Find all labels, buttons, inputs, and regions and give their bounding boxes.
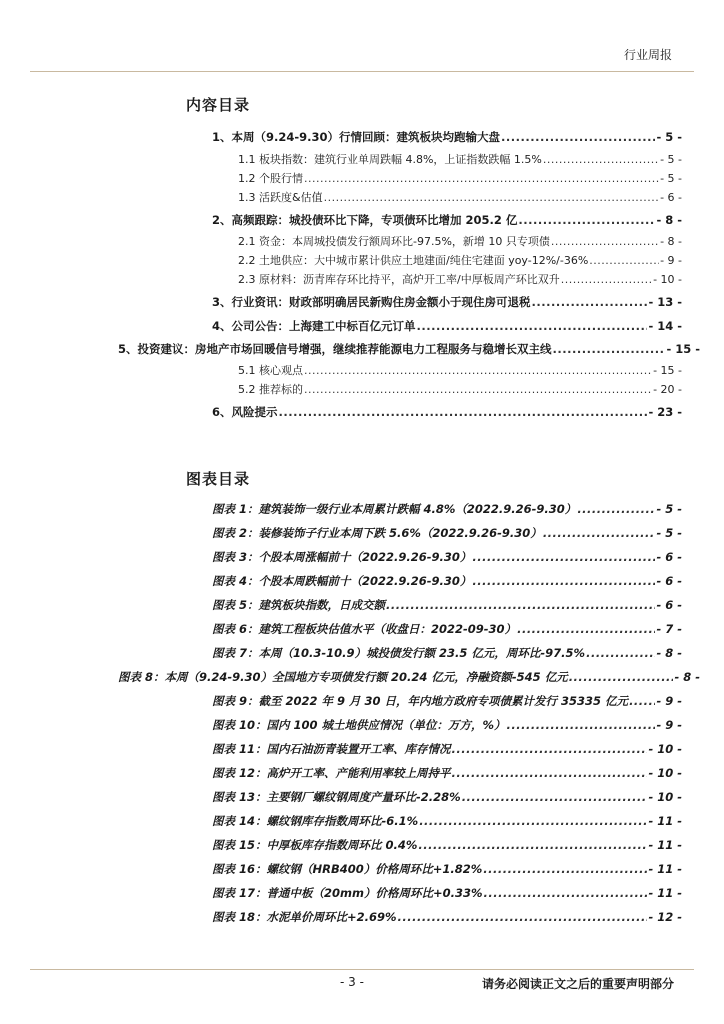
figure-list-item[interactable]: 图表 7：本周（10.3-10.9）城投债发行额 23.5 亿元，周环比-97.5% ..... - 8 - bbox=[212, 645, 682, 661]
toc-item[interactable]: 2.3 原材料：沥青库存环比持平，高炉开工率/中厚板周产环比双升 ..... - 10 - bbox=[238, 272, 682, 288]
toc-item[interactable]: 2.2 土地供应：大中城市累计供应土地建面/纯住宅建面 yoy-12%/-36% ..... - 9 - bbox=[238, 253, 682, 269]
figure-list-item[interactable]: 图表 16：螺纹钢（HRB400）价格周环比+1.82% ..... - 11 - bbox=[212, 861, 682, 877]
figure-list-item[interactable]: 图表 12：高炉开工率、产能利用率较上周持平 ..... - 10 - bbox=[212, 765, 682, 781]
figure-list-item[interactable]: 图表 6：建筑工程板块估值水平（收盘日：2022-09-30） ..... - 7 - bbox=[212, 621, 682, 637]
figure-list-item[interactable]: 图表 8：本周（9.24-9.30）全国地方专项债发行额 20.24 亿元，净融资额-545 亿元 ..... - 8 - bbox=[118, 669, 700, 685]
figure-list-item[interactable]: 图表 14：螺纹钢库存指数周环比-6.1% ..... - 11 - bbox=[212, 813, 682, 829]
figure-list-item[interactable]: 图表 3：个股本周涨幅前十（2022.9.26-9.30） ..... - 6 - bbox=[212, 549, 682, 565]
header-divider bbox=[30, 71, 694, 72]
toc-item[interactable]: 2、高频跟踪：城投债环比下降，专项债环比增加 205.2 亿 ..... - 8 - bbox=[212, 212, 682, 228]
toc-item[interactable]: 1.3 活跃度&估值 ..... - 6 - bbox=[238, 190, 682, 206]
toc-item[interactable]: 1.2 个股行情 ..... - 5 - bbox=[238, 171, 682, 187]
figure-list-item[interactable]: 图表 1：建筑装饰一级行业本周累计跌幅 4.8%（2022.9.26-9.30） ..... - 5 - bbox=[212, 501, 682, 517]
toc-item[interactable]: 1、本周（9.24-9.30）行情回顾：建筑板块均跑输大盘 ..... - 5 - bbox=[212, 129, 682, 145]
toc-item[interactable]: 3、行业资讯：财政部明确居民新购住房金额小于现住房可退税 ..... - 13 - bbox=[212, 294, 682, 310]
figure-list-item[interactable]: 图表 4：个股本周跌幅前十（2022.9.26-9.30） ..... - 6 - bbox=[212, 573, 682, 589]
figure-list-item[interactable]: 图表 11：国内石油沥青装置开工率、库存情况 ..... - 10 - bbox=[212, 741, 682, 757]
figures-title: 图表目录 bbox=[186, 470, 251, 488]
figure-list-item[interactable]: 图表 15：中厚板库存指数周环比 0.4% ..... - 11 - bbox=[212, 837, 682, 853]
toc-item[interactable]: 1.1 板块指数：建筑行业单周跌幅 4.8%，上证指数跌幅 1.5% ..... - 5 - bbox=[238, 152, 682, 168]
figure-list-item[interactable]: 图表 13：主要钢厂螺纹钢周度产量环比-2.28% ..... - 10 - bbox=[212, 789, 682, 805]
page-number: - 3 - bbox=[340, 975, 364, 989]
figure-list-item[interactable]: 图表 10：国内 100 城土地供应情况（单位：万方，%） ..... - 9 - bbox=[212, 717, 682, 733]
figure-list-item[interactable]: 图表 18：水泥单价周环比+2.69% ..... - 12 - bbox=[212, 909, 682, 925]
disclaimer-text: 请务必阅读正文之后的重要声明部分 bbox=[481, 977, 674, 991]
toc-item[interactable]: 4、公司公告：上海建工中标百亿元订单 ..... - 14 - bbox=[212, 318, 682, 334]
toc-item[interactable]: 5、投资建议：房地产市场回暖信号增强，继续推荐能源电力工程服务与稳增长双主线 ..... - 15 - bbox=[118, 341, 700, 357]
report-type-label: 行业周报 bbox=[623, 48, 672, 62]
figure-list-item[interactable]: 图表 9：截至 2022 年 9 月 30 日，年内地方政府专项债累计发行 35335 亿元 ..... - 9 - bbox=[212, 693, 682, 709]
toc-item[interactable]: 5.2 推荐标的 ..... - 20 - bbox=[238, 382, 682, 398]
figure-list-item[interactable]: 图表 5：建筑板块指数，日成交额 ..... - 6 - bbox=[212, 597, 682, 613]
toc-title: 内容目录 bbox=[186, 96, 251, 114]
toc-item[interactable]: 6、风险提示 ..... - 23 - bbox=[212, 404, 682, 420]
toc-item[interactable]: 2.1 资金：本周城投债发行额周环比-97.5%，新增 10 只专项债 ..... - 8 - bbox=[238, 234, 682, 250]
figure-list-item[interactable]: 图表 2：装修装饰子行业本周下跌 5.6%（2022.9.26-9.30） ..... - 5 - bbox=[212, 525, 682, 541]
toc-item[interactable]: 5.1 核心观点 ..... - 15 - bbox=[238, 363, 682, 379]
footer-divider bbox=[30, 969, 694, 970]
figure-list-item[interactable]: 图表 17：普通中板（20mm）价格周环比+0.33% ..... - 11 - bbox=[212, 885, 682, 901]
